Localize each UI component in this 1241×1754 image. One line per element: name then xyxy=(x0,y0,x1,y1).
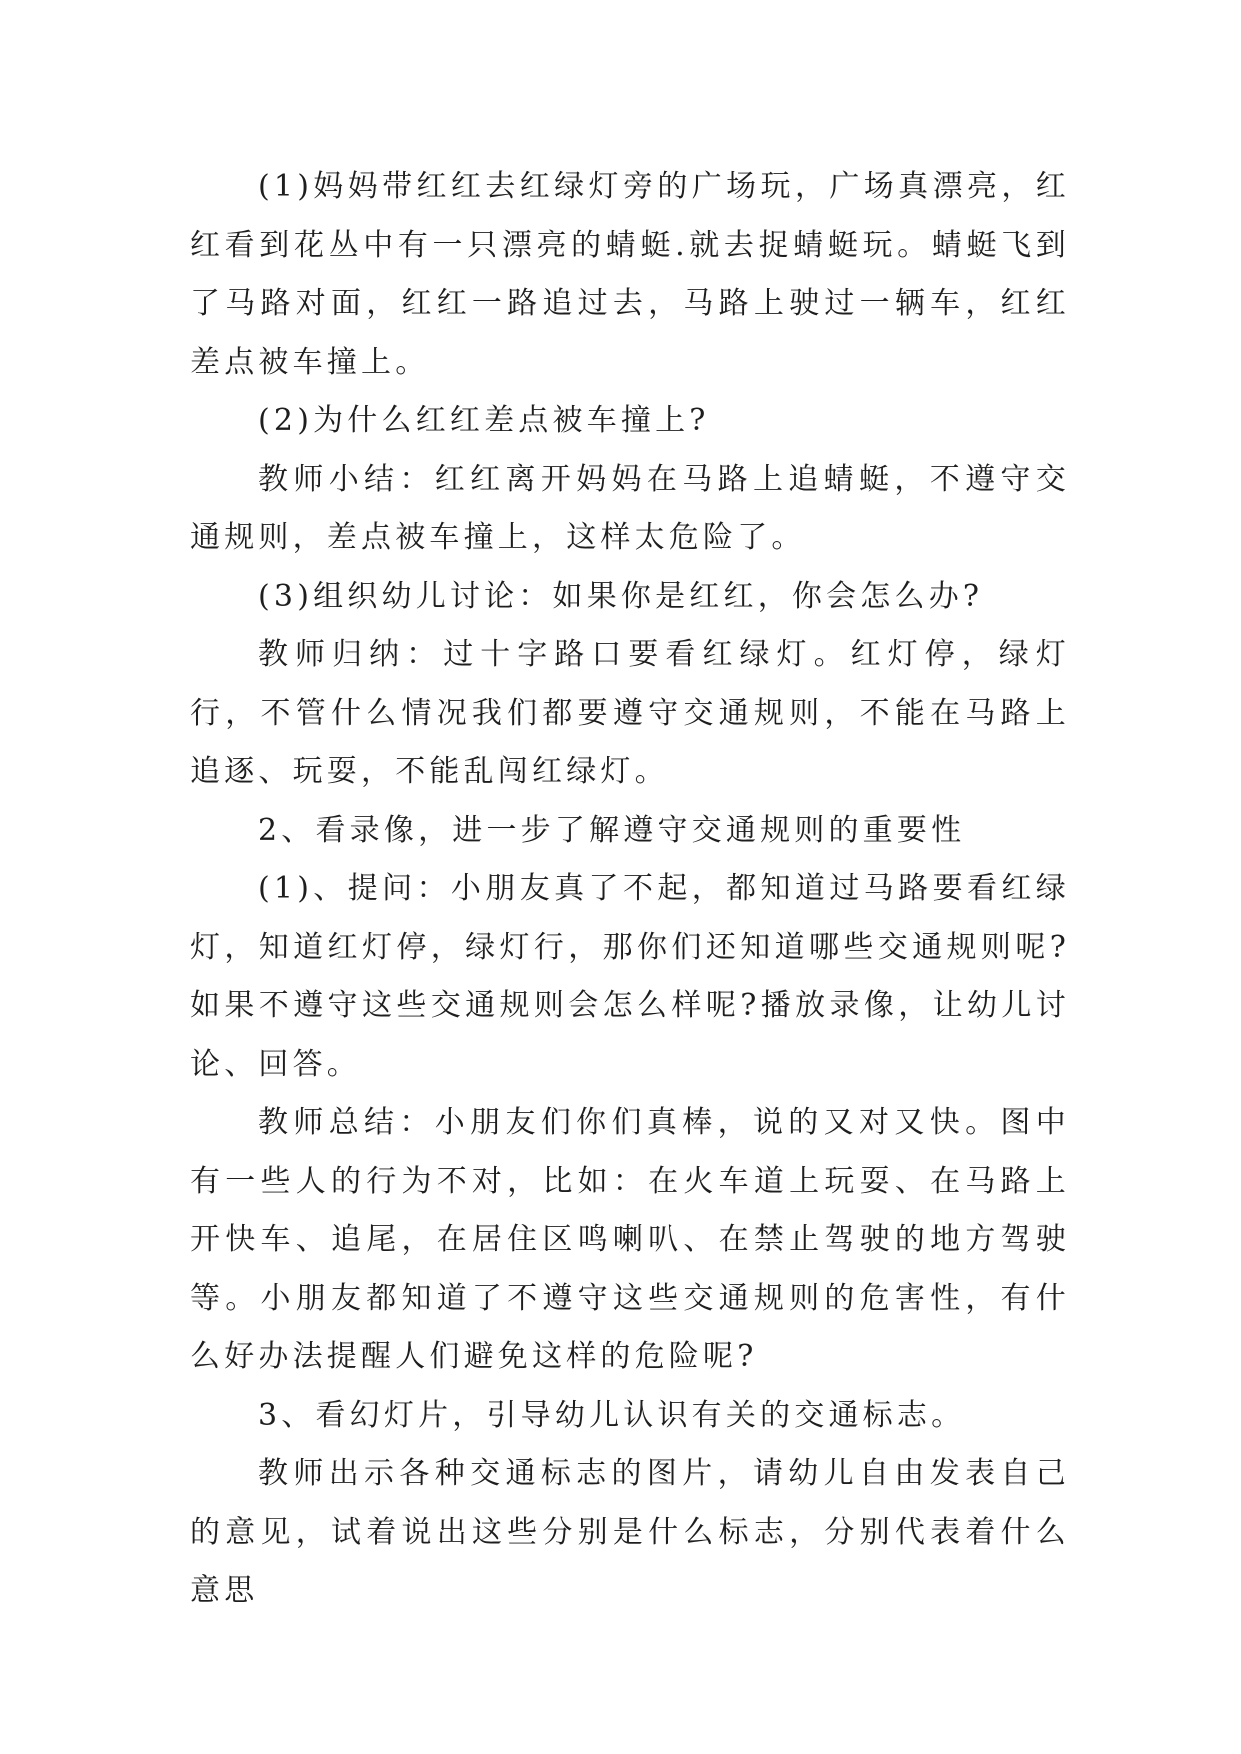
paragraph-teacher-conclusion: 教师归纳：过十字路口要看红绿灯。红灯停，绿灯行，不管什么情况我们都要遵守交通规则，不能在马路上追逐、玩耍，不能乱闯红绿灯。 xyxy=(190,637,1070,789)
paragraph-discussion-3: (3)组织幼儿讨论：如果你是红红，你会怎么办? xyxy=(258,578,984,614)
paragraph-traffic-signs: 教师出示各种交通标志的图片，请幼儿自由发表自己的意见，试着说出这些分别是什么标志，分别代表着什么意思 xyxy=(190,1456,1070,1608)
paragraph-section-3-heading: 3、看幻灯片，引导幼儿认识有关的交通标志。 xyxy=(258,1397,966,1433)
paragraph-teacher-wrapup: 教师总结：小朋友们你们真棒，说的又对又快。图中有一些人的行为不对，比如：在火车道上玩耍、在马路上开快车、追尾，在居住区鸣喇叭、在禁止驾驶的地方驾驶等。小朋友都知道了不遵守这些交通规则的危害性，有什么好办法提醒人们避免这样的危险呢? xyxy=(190,1105,1070,1374)
paragraph-question-2: (2)为什么红红差点被车撞上? xyxy=(258,403,710,438)
document-body xyxy=(190,158,1070,1621)
paragraph-story: (1)妈妈带红红去红绿灯旁的广场玩，广场真漂亮，红红看到花丛中有一只漂亮的蜻蜓.就去捉蜻蜓玩。蜻蜓飞到了马路对面，红红一路追过去，马路上驶过一辆车，红红差点被车撞上。 xyxy=(190,169,1070,380)
paragraph-teacher-summary: 教师小结：红红离开妈妈在马路上追蜻蜓，不遵守交通规则，差点被车撞上，这样太危险了。 xyxy=(190,461,1070,555)
paragraph-section-2-heading: 2、看录像，进一步了解遵守交通规则的重要性 xyxy=(258,812,966,848)
paragraph-question-video: (1)、提问：小朋友真了不起，都知道过马路要看红绿灯，知道红灯停，绿灯行，那你们还知道哪些交通规则呢?如果不遵守这些交通规则会怎么样呢?播放录像，让幼儿讨论、回答。 xyxy=(190,871,1070,1082)
